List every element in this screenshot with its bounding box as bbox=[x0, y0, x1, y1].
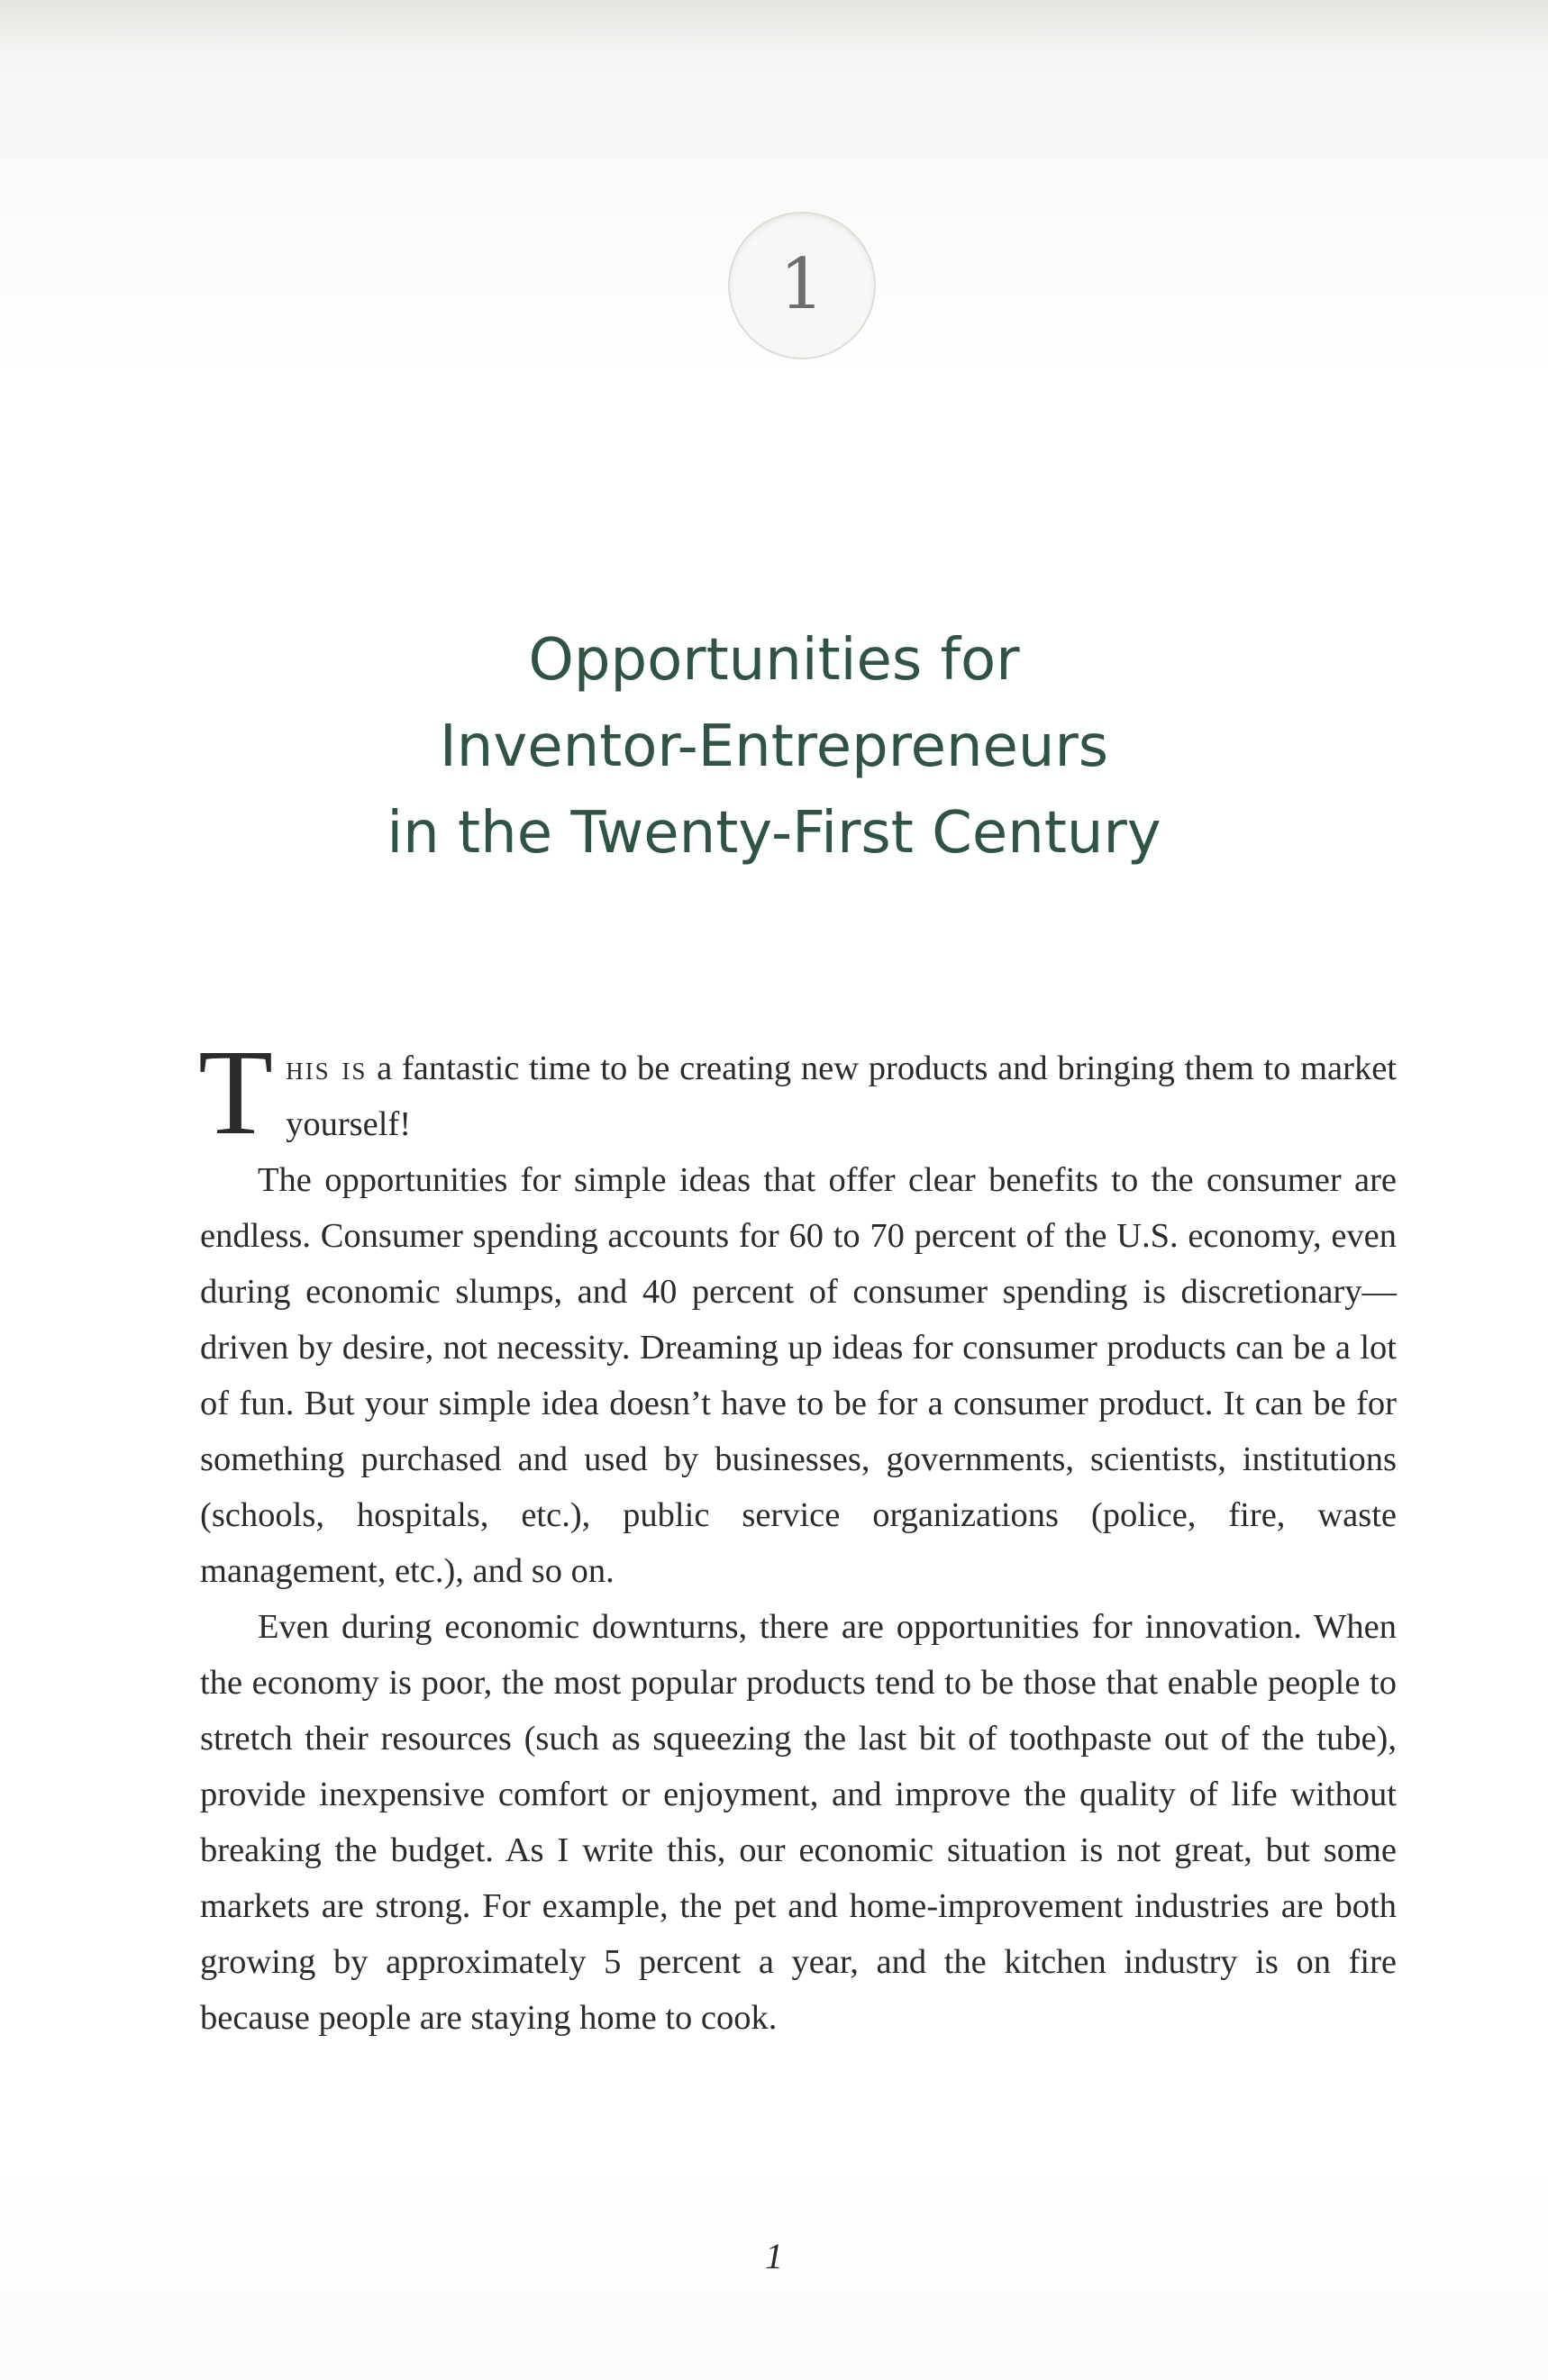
drop-cap: T bbox=[198, 1025, 274, 1160]
opening-paragraph bbox=[198, 1025, 1397, 1160]
chapter-title-line-1: Opportunities for bbox=[528, 627, 1020, 694]
chapter-number-badge bbox=[728, 212, 876, 359]
chapter-title-line-3: in the Twenty-First Century bbox=[387, 800, 1161, 867]
chapter-body bbox=[198, 1025, 1397, 2046]
opening-paragraph-text: a fantastic time to be creating new products and bringing them to market yourself! bbox=[286, 1049, 1397, 1143]
paragraph-2: The opportunities for simple ideas that offer clear benefits to the consumer are endless. Consumer spending accounts for 60 to 70 percent of the U.S. economy, even during economic slumps, and 40 percent of consumer spending is discretionary—driven by desire, not necessity. Dreaming up ideas for consumer products can be a lot of fun. But your simple idea doesn’t have to be for a consumer product. It can be for something purchased and used by businesses, governments, scientists, institutions (schools, hospitals, etc.), public service organizations (police, fire, waste management, etc.), and so on. bbox=[200, 1161, 1397, 1590]
paragraph-3: Even during economic downturns, there are opportunities for innovation. When the economy is poor, the most popular products tend to be those that enable people to stretch their resources (such as squeezing the last bit of toothpaste out of the tube), provide inexpensive comfort or enjoyment, and improve the quality of life without breaking the budget. As I write this, our economic situation is not great, but some markets are strong. For example, the pet and home-improvement industries are both growing by approximately 5 percent a year, and the kitchen industry is on fire because people are staying home to cook. bbox=[200, 1608, 1397, 2037]
chapter-title bbox=[225, 617, 1323, 877]
scan-shadow bbox=[0, 0, 1548, 54]
page-number: 1 bbox=[765, 2236, 783, 2276]
chapter-number: 1 bbox=[779, 244, 824, 325]
chapter-title-line-2: Inventor-Entrepreneurs bbox=[439, 713, 1109, 780]
opening-small-caps: his is bbox=[286, 1049, 368, 1087]
